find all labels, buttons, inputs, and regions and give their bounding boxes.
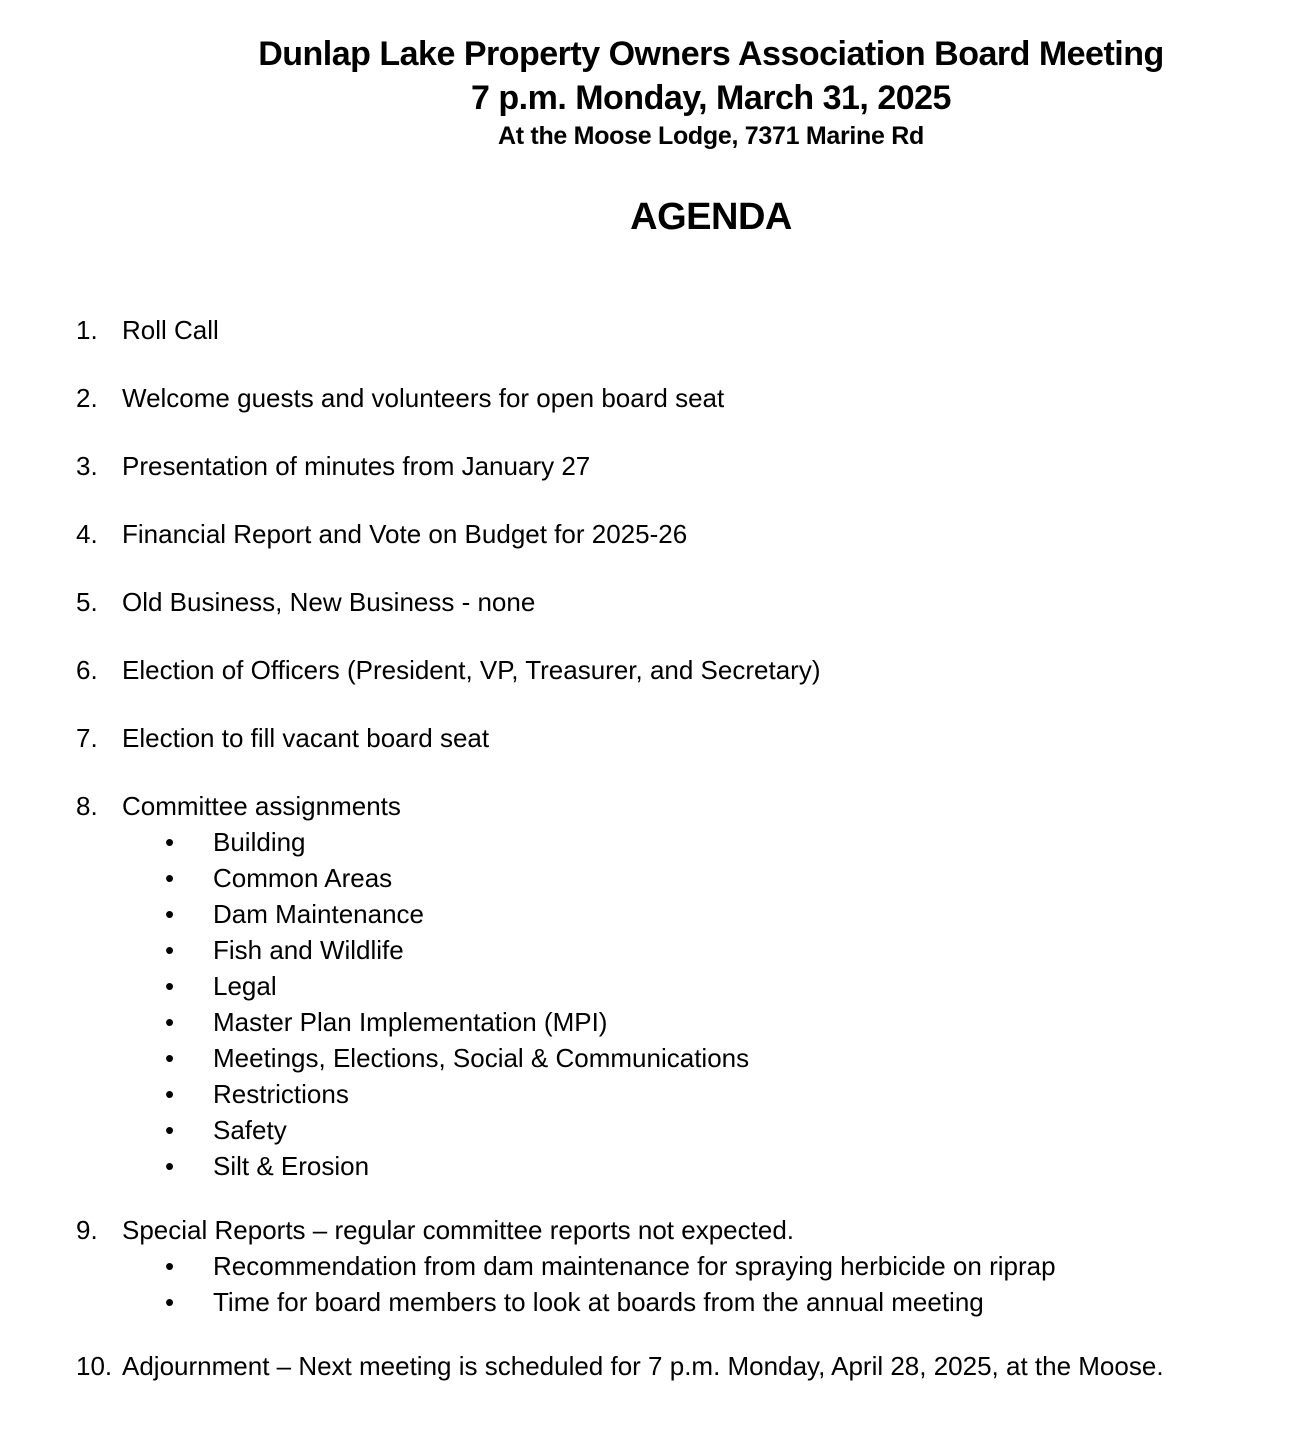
agenda-item-text: Special Reports – regular committee reports not expected. (122, 1215, 795, 1245)
agenda-item-number: 8. (76, 791, 98, 821)
meeting-datetime: 7 p.m. Monday, March 31, 2025 (471, 79, 951, 117)
agenda-subitem-text: Common Areas (213, 863, 393, 893)
agenda-item (0, 380, 1292, 416)
agenda-item-number: 3. (76, 451, 98, 481)
agenda-subitem (0, 1004, 1292, 1040)
agenda-item-row (0, 788, 1292, 824)
agenda-item-number: 1. (76, 315, 98, 345)
agenda-item-row (0, 516, 1292, 552)
agenda-item-row (0, 380, 1292, 416)
agenda-item-text: Adjournment – Next meeting is scheduled for 7 p.m. Monday, April 28, 2025, at the Moose. (122, 1351, 1164, 1381)
document-header (130, 0, 1292, 240)
bullet-icon: • (165, 971, 175, 1001)
agenda-subitem-text: Fish and Wildlife (213, 935, 404, 965)
agenda-item-text: Welcome guests and volunteers for open board seat (122, 383, 725, 413)
agenda-item-row (0, 448, 1292, 484)
agenda-item-text: Old Business, New Business - none (122, 587, 536, 617)
agenda-subitem (0, 1112, 1292, 1148)
agenda-subitem (0, 860, 1292, 896)
agenda-subitem (0, 1076, 1292, 1112)
agenda-list (0, 312, 1292, 1384)
agenda-item (0, 788, 1292, 1184)
agenda-item-text: Committee assignments (122, 791, 401, 821)
agenda-item-row (0, 1212, 1292, 1248)
agenda-subitem-text: Legal (213, 971, 277, 1001)
bullet-icon: • (165, 1079, 175, 1109)
agenda-item-text: Financial Report and Vote on Budget for 2025-26 (122, 519, 688, 549)
agenda-subitem (0, 896, 1292, 932)
agenda-subitem (0, 1284, 1292, 1320)
agenda-item-row (0, 720, 1292, 756)
bullet-icon: • (165, 1151, 175, 1181)
agenda-item-number: 4. (76, 519, 98, 549)
agenda-subitem-text: Recommendation from dam maintenance for spraying herbicide on riprap (213, 1251, 1056, 1281)
agenda-item (0, 516, 1292, 552)
agenda-subitem (0, 1248, 1292, 1284)
bullet-icon: • (165, 1007, 175, 1037)
agenda-item-number: 2. (76, 383, 98, 413)
agenda-item (0, 720, 1292, 756)
agenda-item (0, 448, 1292, 484)
agenda-item-text: Presentation of minutes from January 27 (122, 451, 591, 481)
agenda-item-number: 6. (76, 655, 98, 685)
agenda-item-text: Election of Officers (President, VP, Treasurer, and Secretary) (122, 655, 821, 685)
agenda-subitem-text: Dam Maintenance (213, 899, 424, 929)
agenda-item-number: 5. (76, 587, 98, 617)
agenda-subitem-text: Meetings, Elections, Social & Communications (213, 1043, 750, 1073)
agenda-item-row (0, 652, 1292, 688)
agenda-subitem (0, 1148, 1292, 1184)
agenda-heading: AGENDA (630, 196, 792, 238)
agenda-item (0, 1212, 1292, 1320)
bullet-icon: • (165, 935, 175, 965)
agenda-subitem-text: Time for board members to look at boards from the annual meeting (213, 1287, 984, 1317)
bullet-icon: • (165, 899, 175, 929)
bullet-icon: • (165, 827, 175, 857)
agenda-subitem-text: Safety (213, 1115, 287, 1145)
agenda-item-text: Roll Call (122, 315, 219, 345)
agenda-subitem-text: Restrictions (213, 1079, 349, 1109)
meeting-location: At the Moose Lodge, 7371 Marine Rd (498, 122, 924, 150)
agenda-subitem-text: Silt & Erosion (213, 1151, 370, 1181)
agenda-item-number: 7. (76, 723, 98, 753)
agenda-item (0, 652, 1292, 688)
bullet-icon: • (165, 1251, 175, 1281)
bullet-icon: • (165, 863, 175, 893)
agenda-item (0, 584, 1292, 620)
agenda-item-text: Election to fill vacant board seat (122, 723, 490, 753)
agenda-subitem (0, 824, 1292, 860)
agenda-item (0, 1348, 1292, 1384)
agenda-item-row (0, 1348, 1292, 1384)
bullet-icon: • (165, 1115, 175, 1145)
agenda-subitem (0, 932, 1292, 968)
agenda-item-number: 9. (76, 1215, 98, 1245)
bullet-icon: • (165, 1043, 175, 1073)
agenda-item (0, 312, 1292, 348)
agenda-item-row (0, 584, 1292, 620)
meeting-title: Dunlap Lake Property Owners Association Board Meeting (258, 35, 1164, 73)
agenda-subitem (0, 968, 1292, 1004)
agenda-subitem (0, 1040, 1292, 1076)
bullet-icon: • (165, 1287, 175, 1317)
agenda-subitem-text: Building (213, 827, 306, 857)
agenda-subitem-text: Master Plan Implementation (MPI) (213, 1007, 608, 1037)
agenda-item-number: 10. (76, 1351, 113, 1381)
agenda-item-row (0, 312, 1292, 348)
